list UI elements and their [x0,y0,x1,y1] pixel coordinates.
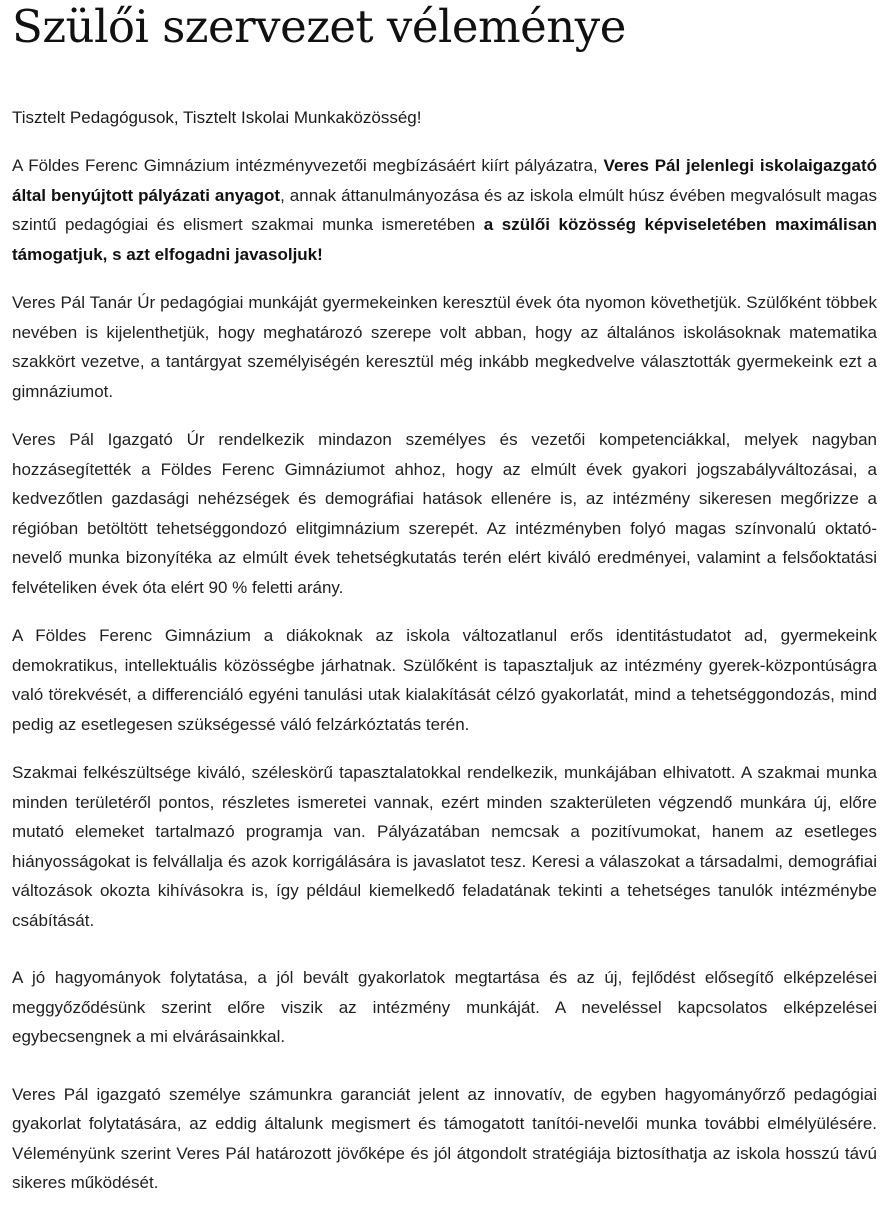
paragraph-text: A Földes Ferenc Gimnázium intézményvezetői megbízásáért kiírt pályázatra, [12,156,604,175]
paragraph-conclusion: Veres Pál igazgató személye számunkra garanciát jelent az innovatív, de egyben hagyományőrző pedagógiai gyakorlat folytatására, az eddig általunk megismert és támogatott tanítói-nevelői munka további elmélyülésére. Véleményünk szerint Veres Pál határozott jövőképe és jól átgondolt stratégiája biztosíthatja az iskola hosszú távú sikeres működését. [12,1084,877,1192]
page-title: Szülői szervezet véleménye [12,0,626,53]
bold-phrase-endorsement: a szülői közösség képviseletében maximálisan támogatjuk, s azt elfogadni javasoljuk! [12,215,877,264]
bold-phrase-application: Veres Pál jelenlegi iskolaigazgató által benyújtott pályázati anyagot [12,156,877,205]
paragraph-text: , annak áttanulmányozása és az iskola elmúlt húsz évében megvalósult magas szintű pedagógiai és elismert szakmai munka ismeretében [12,185,878,234]
paragraph-professional-skills: Szakmai felkészültsége kiváló, széleskörű tapasztalatokkal rendelkezik, munkájában elhivatott. A szakmai munka minden területéről pontos, részletes ismeretei vannak, ezért minden szakterületen végzendő munkára új, előre mutató elemeket tartalmazó programja van. Pályázatában nemcsak a pozitívumokat, hanem az esetleges hiányosságokat is felvállalja és azok korrigálására is javaslatot tesz. Keresi a válaszokat a társadalmi, demográfiai változások okozta kihívásokra is, így például kiemelkedő feladatának tekinti a tehetséges tanulók intézménybe csábítását. [12,763,877,930]
paragraph-traditions: A jó hagyományok folytatása, a jól bevált gyakorlatok megtartása és az új, fejlődést elősegítő elképzelései meggyőződésünk szerint előre viszik az intézmény munkáját. A neveléssel kapcsolatos elképzelései egybecsengnek a mi elvárásainkkal. [12,968,877,1046]
paragraph-school-identity: A Földes Ferenc Gimnázium a diákoknak az iskola változatlanul erős identitástudatot ad, gyermekeink demokratikus, intellektuális közösségbe járhatnak. Szülőként is tapasztaljuk az intézmény gyerek-központúságra való törekvését, a differenciáló egyéni tanulási utak kialakítását célzó gyakorlatát, mind a tehetséggondozás, mind pedig az esetlegesen szükségessé váló felzárkóztatás terén. [12,626,877,734]
document-page [12,0,877,1198]
paragraph-competencies: Veres Pál Igazgató Úr rendelkezik mindazon személyes és vezetői kompetenciákkal, melyek nagyban hozzásegítették a Földes Ferenc Gimnáziumot ahhoz, hogy az elmúlt évek gyakori jogszabályváltozásai, a kedvezőtlen gazdasági nehézségek és demográfiai hatások ellenére is, az intézmény sikeresen megőrizze a régióban betöltött tehetséggondozó elitgimnázium szerepét. Az intézményben folyó magas színvonalú oktató-nevelő munka bizonyítéka az elmúlt évek tehetségkutatás terén elért kiváló eredményei, valamint a felsőoktatási felvételiken évek óta elért 90 % feletti arány. [12,430,877,597]
paragraph-teacher-work: Veres Pál Tanár Úr pedagógiai munkáját gyermekeinken keresztül évek óta nyomon követhetjük. Szülőként többek nevében is kijelenthetjük, hogy meghatározó szerepe volt abban, hogy az általános iskolásoknak matematika szakkört vezetve, a tantárgyat személyiségén keresztül még inkább megkedvelve választották gyermekeink ezt a gimnáziumot. [12,293,877,401]
salutation: Tisztelt Pedagógusok, Tisztelt Iskolai Munkaközösség! [12,108,422,127]
paragraph-support [12,151,877,269]
